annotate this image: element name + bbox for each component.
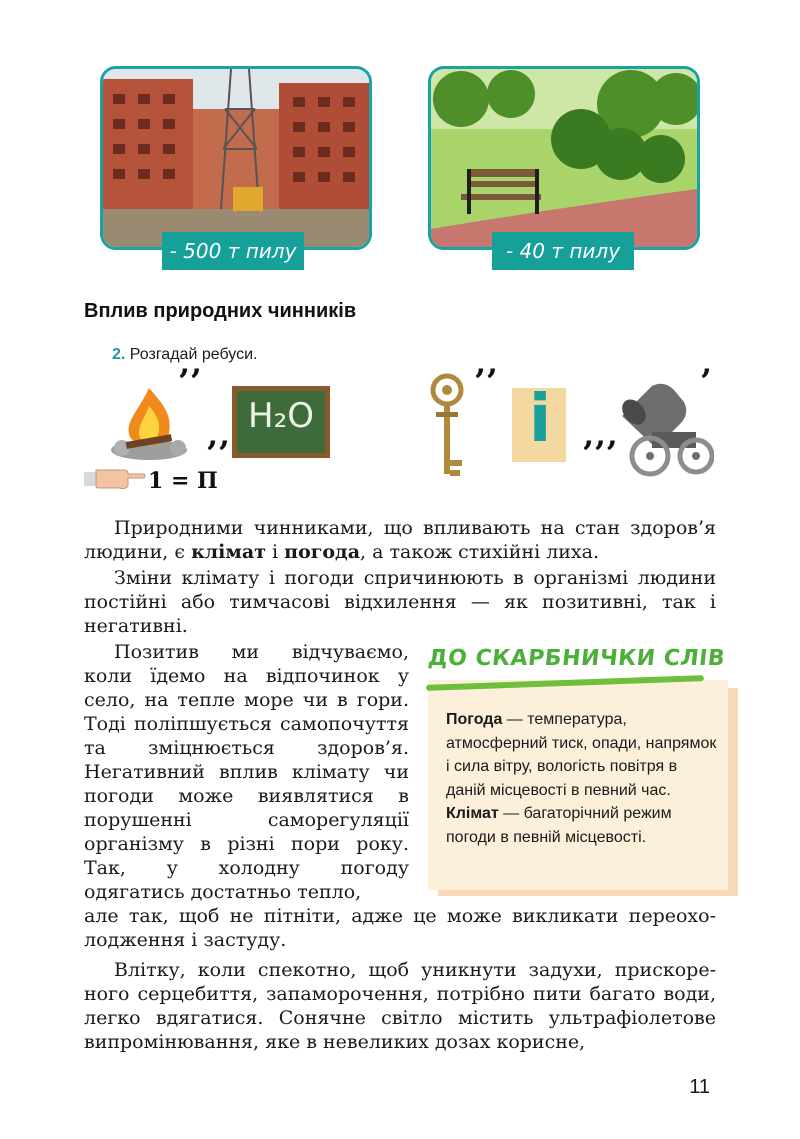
paragraph-4: Влітку, коли спекотно, щоб уникнути задухи, прискореного серцебиття, запаморочення, потрібно пити багато води, легко вдягатися. Сонячне світло містить ультрафіолетове випромінювання, яке в невеликих дозах корисне, bbox=[84, 959, 716, 1053]
task-text: Розгадай ребуси. bbox=[129, 346, 258, 363]
pointing-hand-icon bbox=[84, 462, 146, 492]
paragraph-1-text: Природними чинниками, що впливають на стан здоров’я людини, є bbox=[84, 517, 716, 563]
vocab-def-weather: — температура, атмосферний тиск, опади, напрямок і сила вітру, вологість повітря в даній місцевості в певний час. bbox=[446, 711, 717, 799]
term-weather-inline: погода bbox=[284, 541, 361, 563]
caption-construction: - 500 т пилу bbox=[162, 232, 304, 270]
paragraph-1-conj: і bbox=[266, 541, 285, 563]
vocab-def-climate: — багаторічний режим погоди в певній місцевості. bbox=[446, 805, 672, 846]
vocab-title: ДО СКАРБНИЧКИ СЛІВ bbox=[426, 646, 727, 671]
paragraph-3-narrow: Позитив ми відчуваємо, коли їдемо на відпочинок у село, на тепле море чи в гори. Тоді поліпшується самопочуття та зміцнюється здоров’я. Негативний вплив клімату чи погоди може виявлятися в порушенні саморегуляції організму в різні пори року. Так, у холодну погоду одягатись достатньо тепло, bbox=[84, 641, 409, 903]
letter-i: і bbox=[528, 380, 552, 457]
rebus-commas-4: ’’’ bbox=[582, 434, 618, 474]
vocab-term-climate: Клімат bbox=[446, 805, 499, 822]
task-number: 2. bbox=[112, 346, 126, 363]
paragraph-3-continued: але так, щоб не пітніти, адже це може викликати переохолодження і застуду. bbox=[84, 905, 716, 951]
chalkboard-text: H₂O bbox=[248, 396, 314, 436]
vocab-definitions bbox=[446, 708, 718, 849]
construction-photo bbox=[100, 66, 372, 250]
key-icon bbox=[424, 372, 470, 488]
rebus-commas-3: ’’ bbox=[474, 362, 498, 402]
paragraph-1-end: , а також стихійні лиха. bbox=[360, 541, 600, 563]
rebus-commas-2: ’’ bbox=[206, 434, 230, 474]
term-climate-inline: клімат bbox=[191, 541, 266, 563]
page-number: 11 bbox=[689, 1076, 710, 1098]
rebus-equation: 1 = П bbox=[148, 468, 218, 494]
park-photo bbox=[428, 66, 700, 250]
caption-park: - 40 т пилу bbox=[492, 232, 634, 270]
paragraph-1 bbox=[84, 516, 716, 564]
vocab-term-weather: Погода bbox=[446, 711, 503, 728]
paragraph-2: Зміни клімату і погоди спричинюють в організмі людини постійні або тимчасові відхилення — як позитивні, так і негативні. bbox=[84, 567, 716, 637]
rebus-commas-1: ’’ bbox=[178, 362, 202, 402]
rebus-commas-5: ’ bbox=[700, 362, 712, 402]
cannon-icon bbox=[612, 372, 714, 478]
section-title: Вплив природних чинників bbox=[84, 300, 357, 322]
